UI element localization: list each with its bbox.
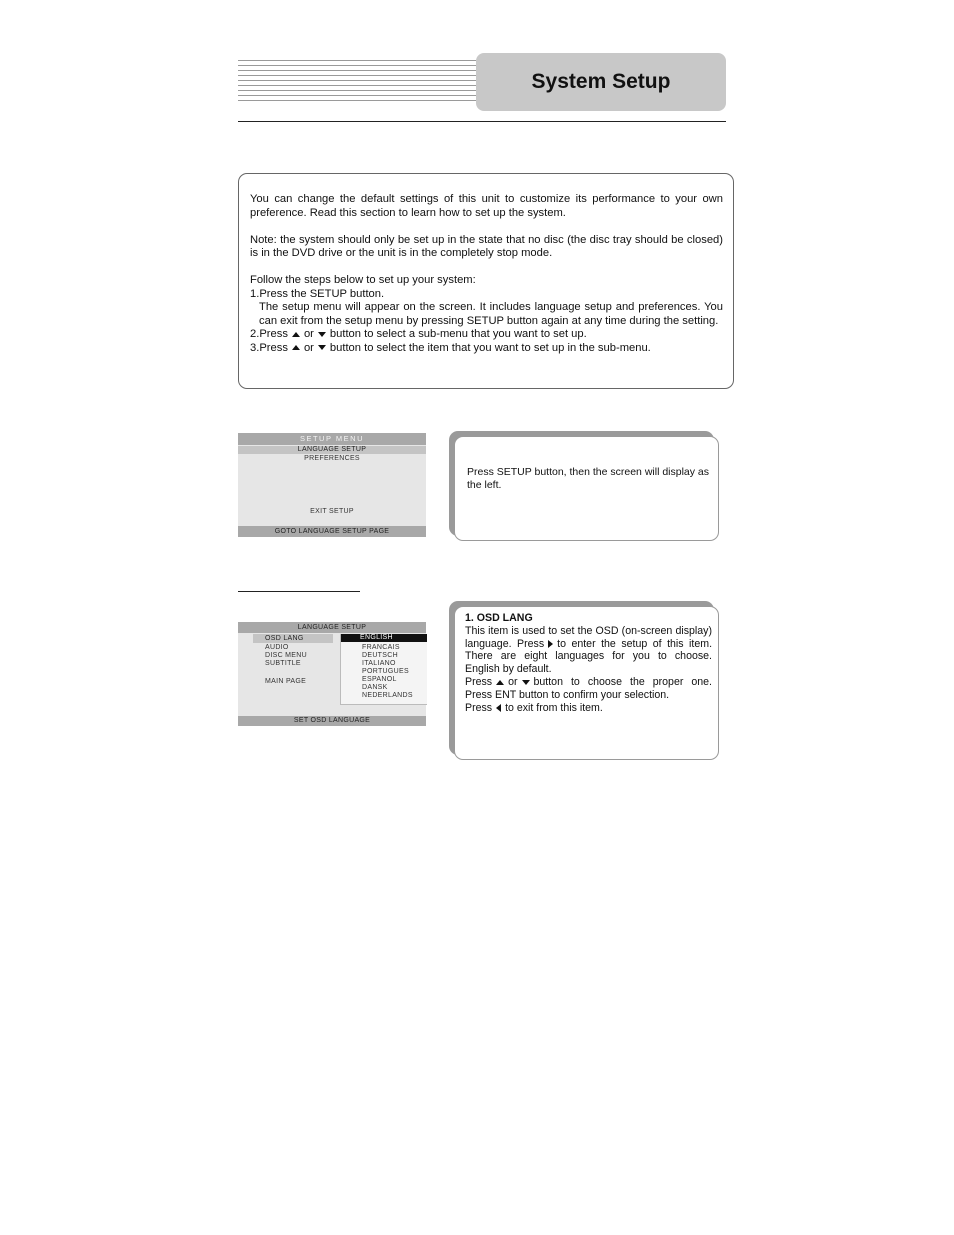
option-espanol[interactable]: ESPANOL (362, 676, 397, 683)
up-arrow-icon (292, 345, 300, 350)
note-paragraph: Note: the system should only be set up in the state that no disc (the disc tray should be closed) is in the DVD drive or the unit is in the completely stop mode. (250, 233, 723, 259)
step-3-or: or (303, 341, 314, 354)
language-options-panel (340, 634, 427, 705)
intro-paragraph: You can change the default settings of this unit to customize its performance to your own preference. Read this section to learn how to set up the system. (250, 193, 723, 219)
setup-menu-title: SETUP MENU (238, 433, 426, 445)
osd-lang-para-3 (465, 702, 712, 715)
osd-lang-or: or (508, 675, 518, 688)
menu-item-preferences[interactable]: PREFERENCES (304, 455, 360, 462)
language-setup-status: SET OSD LANGUAGE (238, 716, 426, 726)
osd-lang-line-1: This item is used to set the OSD (on-screen display) language. Press (465, 624, 712, 650)
osd-lang-heading: 1. OSD LANG (465, 612, 533, 624)
setup-menu-screen (238, 433, 426, 537)
menu-item-subtitle[interactable]: SUBTITLE (265, 660, 301, 667)
header-decoration-lines (238, 60, 476, 104)
option-francais[interactable]: FRANCAIS (362, 644, 400, 651)
menu-item-disc-menu[interactable]: DISC MENU (265, 652, 307, 659)
left-arrow-icon (496, 704, 501, 712)
step-1-detail: The setup menu will appear on the screen. It includes language setup and preferences. You can exit from the setup menu by pressing SETUP button again at any time during the setting. (259, 301, 723, 327)
step-3 (250, 342, 723, 356)
menu-item-exit-setup[interactable]: EXIT SETUP (310, 508, 354, 515)
step-2-or: or (303, 328, 314, 340)
osd-lang-line-1b: to enter the setup of this item. There are eight languages for you to choose. English by default. (465, 637, 713, 676)
setup-menu-status: GOTO LANGUAGE SETUP PAGE (238, 526, 426, 537)
step-2-press: 2.Press (250, 328, 288, 340)
up-arrow-icon (292, 332, 300, 337)
step-3-text: button to select the item that you want to set up in the sub-menu. (329, 341, 651, 354)
osd-lang-description (465, 612, 712, 714)
up-arrow-icon (496, 680, 504, 685)
header-rule (238, 121, 726, 122)
option-dansk[interactable]: DANSK (362, 684, 388, 691)
osd-lang-press: Press (465, 675, 493, 688)
callout-text: Press SETUP button, then the screen will display as the left. (467, 466, 710, 491)
option-nederlands[interactable]: NEDERLANDS (362, 692, 413, 699)
menu-item-audio[interactable]: AUDIO (265, 644, 289, 651)
osd-lang-line-2b: button to choose the proper one. Press ENT button to confirm your selection. (465, 675, 712, 701)
page-title: System Setup (531, 70, 671, 93)
steps-intro: Follow the steps below to set up your system: (250, 274, 476, 286)
step-2 (250, 328, 723, 342)
osd-lang-para-2 (465, 676, 712, 702)
menu-item-language-setup[interactable]: LANGUAGE SETUP (238, 446, 426, 454)
option-english[interactable]: ENGLISH (341, 634, 427, 642)
option-italiano[interactable]: ITALIANO (362, 660, 396, 667)
osd-lang-press-exit: Press (465, 701, 493, 714)
menu-item-osd-lang[interactable]: OSD LANG (253, 634, 333, 643)
language-setup-title: LANGUAGE SETUP (238, 622, 426, 633)
step-3-press: 3.Press (250, 341, 288, 354)
intro-text (250, 193, 723, 355)
step-2-text: button to select a sub-menu that you want to set up. (329, 328, 587, 340)
down-arrow-icon (522, 680, 530, 685)
option-deutsch[interactable]: DEUTSCH (362, 652, 398, 659)
step-1: 1.Press the SETUP button. (250, 287, 385, 300)
option-portugues[interactable]: PORTUGUES (362, 668, 409, 675)
osd-lang-line-3b: to exit from this item. (505, 701, 603, 714)
right-arrow-icon (548, 640, 553, 648)
down-arrow-icon (318, 332, 326, 337)
osd-lang-para-1 (465, 625, 712, 676)
title-tab (476, 53, 726, 111)
language-setup-screen (238, 622, 426, 726)
down-arrow-icon (318, 345, 326, 350)
section-rule (238, 591, 360, 592)
menu-item-main-page[interactable]: MAIN PAGE (265, 678, 307, 685)
